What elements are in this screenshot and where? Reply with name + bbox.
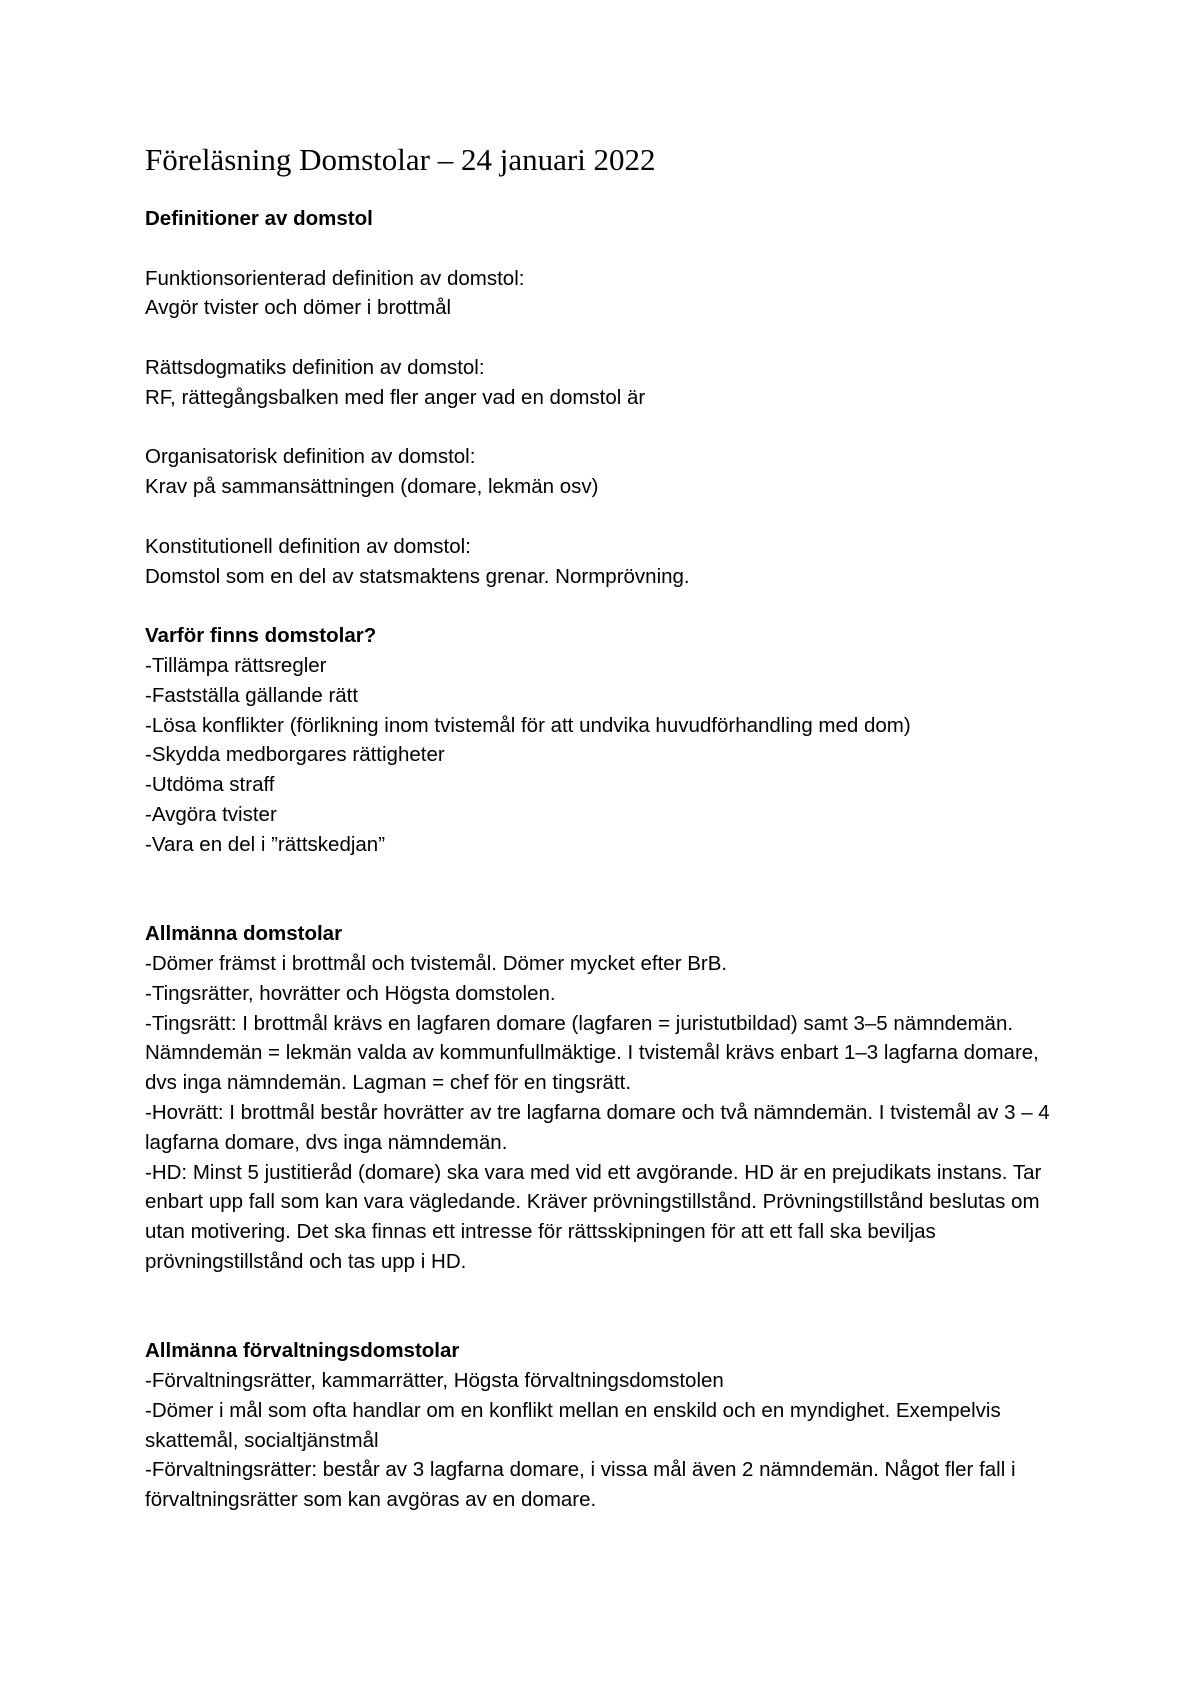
list-item: -Dömer främst i brottmål och tvistemål. Dömer mycket efter BrB.: [145, 951, 728, 975]
definition-text: RF, rättegångsbalken med fler anger vad en domstol är: [145, 385, 646, 409]
list-item: -Tillämpa rättsregler: [145, 653, 327, 677]
section-heading-administrative-courts: Allmänna förvaltningsdomstolar: [145, 1339, 460, 1363]
list-item: -Tingsrätt: I brottmål krävs en lagfaren domare (lagfaren = juristutbildad) samt 3–5 nämndemän. Nämndemän = lekmän valda av kommunfullmäktige. I tvistemål krävs enbart 1–3 lagfarna domare, dvs inga nämndemän. Lagman = chef för en tingsrätt.: [145, 1011, 1039, 1095]
list-item: -Förvaltningsrätter: består av 3 lagfarna domare, i vissa mål även 2 nämndemän. Något fler fall i förvaltningsrätter som kan avgöras av en domare.: [145, 1458, 1016, 1512]
section-heading-why: Varför finns domstolar?: [145, 624, 377, 648]
section-heading-definitions: Definitioner av domstol: [145, 207, 373, 230]
list-item: -Fastställa gällande rätt: [145, 683, 359, 707]
page-title: Föreläsning Domstolar – 24 januari 2022: [145, 142, 656, 177]
list-item: -Utdöma straff: [145, 773, 275, 797]
section-heading-general-courts: Allmänna domstolar: [145, 922, 343, 946]
list-item: -Tingsrätter, hovrätter och Högsta domstolen.: [145, 981, 556, 1005]
list-item: -Avgöra tvister: [145, 802, 277, 826]
list-item: -Lösa konflikter (förlikning inom tvistemål för att undvika huvudförhandling med dom): [145, 713, 911, 737]
list-item: -Skydda medborgares rättigheter: [145, 743, 445, 767]
definition-term: Konstitutionell definition av domstol:: [145, 534, 471, 558]
document-body: [145, 140, 1075, 1515]
list-item: -Hovrätt: I brottmål består hovrätter av tre lagfarna domare och två nämndemän. I tvistemål av 3 – 4 lagfarna domare, dvs inga nämndemän.: [145, 1100, 1050, 1154]
definition-text: Avgör tvister och dömer i brottmål: [145, 296, 452, 320]
list-item: -Dömer i mål som ofta handlar om en konflikt mellan en enskild och en myndighet. Exempelvis skattemål, socialtjänstmål: [145, 1398, 1001, 1452]
list-item: -HD: Minst 5 justitieråd (domare) ska vara med vid ett avgörande. HD är en prejudikats instans. Tar enbart upp fall som kan vara vägledande. Kräver prövningstillstånd. Prövningstillstånd beslutas om utan motivering. Det ska finnas ett intresse för rättsskipningen för att ett fall ska beviljas prövningstillstånd och tas upp i HD.: [145, 1160, 1042, 1273]
definition-text: Domstol som en del av statsmaktens grenar. Normprövning.: [145, 564, 690, 588]
definition-text: Krav på sammansättningen (domare, lekmän osv): [145, 475, 599, 499]
definition-term: Rättsdogmatiks definition av domstol:: [145, 355, 485, 379]
list-item: -Förvaltningsrätter, kammarrätter, Högsta förvaltningsdomstolen: [145, 1369, 724, 1393]
list-item: -Vara en del i ”rättskedjan”: [145, 832, 386, 856]
definition-term: Organisatorisk definition av domstol:: [145, 445, 476, 469]
definition-term: Funktionsorienterad definition av domstol:: [145, 266, 525, 290]
